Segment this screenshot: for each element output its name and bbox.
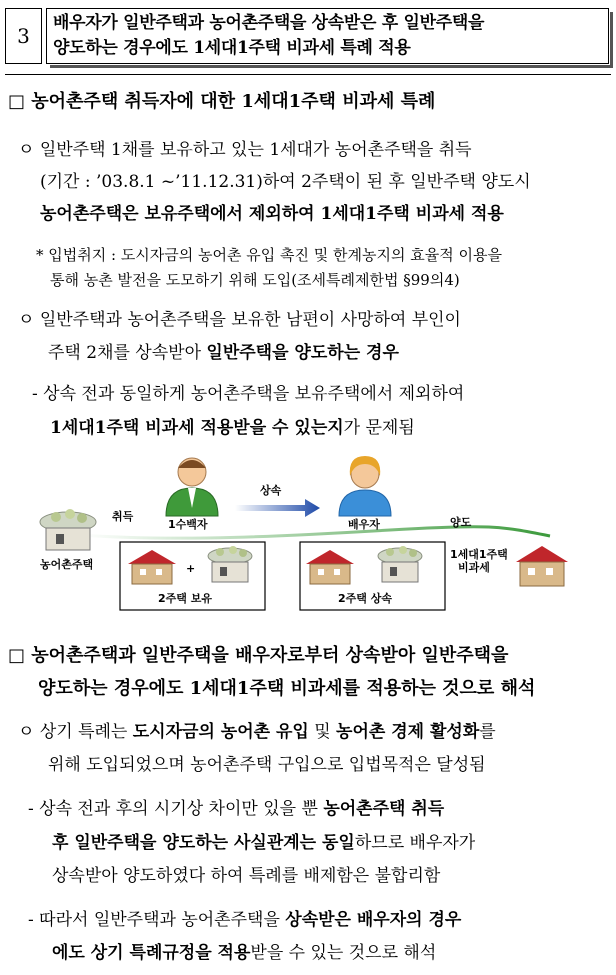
section1-dash1-line2-bold: 1세대1주택 비과세 적용받을 수 있는지 (50, 418, 344, 438)
s2d1-a: - 상속 전과 후의 시기상 차이만 있을 뿐 (28, 799, 324, 819)
section2-bullet1-line1 (18, 720, 496, 744)
section1-bullet2-line1: ㅇ 일반주택과 농어촌주택을 보유한 남편이 사망하여 부인이 (18, 310, 461, 330)
rural-house-label: 농어촌주택 (40, 558, 94, 571)
section1-bullet1-line1: ㅇ 일반주택 1채를 보유하고 있는 1세대가 농어촌주택을 취득 (18, 140, 472, 160)
house-icon-inherit-1 (306, 550, 354, 584)
spouse-label: 배우자 (348, 518, 380, 531)
section-number: 3 (17, 24, 30, 48)
s2d2-a: - 따라서 일반주택과 농어촌주택을 (28, 910, 286, 930)
section1-heading: □ 농어촌주택 취득자에 대한 1세대1주택 비과세 특례 (8, 91, 436, 112)
section-number-box (5, 8, 42, 64)
inherit-label: 상속 (260, 484, 282, 497)
inheritance-illustration (30, 450, 590, 620)
section2-heading-line2: 양도하는 경우에도 1세대1주택 비과세를 적용하는 것으로 해석 (38, 678, 536, 699)
inherit-two-label: 2주택 상속 (338, 592, 392, 605)
section2-heading-line1: □ 농어촌주택과 일반주택을 배우자로부터 상속받아 일반주택을 (8, 645, 509, 666)
section1-dash1-line1: - 상속 전과 동일하게 농어촌주택을 보유주택에서 제외하여 (32, 384, 465, 404)
section2-bullet1-line2: 위해 도입되었으며 농어촌주택 구입으로 입법목적은 달성됨 (48, 755, 486, 775)
spouse-person-icon (339, 456, 391, 516)
s2b1-a: ㅇ 상기 특례는 (18, 722, 133, 742)
section1-note-line2: 통해 농촌 발전을 도모하기 위해 도입(조세특례제한법 §99의4) (50, 271, 460, 289)
title-line-2: 양도하는 경우에도 1세대1주택 비과세 특례 적용 (53, 38, 411, 58)
inherit-arrow-icon (235, 499, 320, 517)
section1-dash1-line2 (50, 416, 415, 440)
exempt-label-line2: 비과세 (458, 561, 490, 574)
s2d1-b: 농어촌주택 취득 (323, 799, 445, 819)
house-icon-transferred (516, 546, 568, 586)
section2-dash1-line1 (28, 797, 444, 821)
flow-line (80, 527, 550, 539)
house-icon-own-1 (128, 550, 176, 584)
title-line-1: 배우자가 일반주택과 농어촌주택을 상속받은 후 일반주택을 (53, 13, 485, 33)
section1-note-line1: * 입법취지 : 도시자금의 농어촌 유입 촉진 및 한계농지의 효율적 이용을 (36, 246, 502, 264)
owner-label: 1수백자 (168, 518, 208, 531)
section1-bullet2-line2 (48, 341, 399, 365)
section1-bullet2-line2-plain: 주택 2채를 상속받아 (48, 343, 207, 363)
rural-house-icon-inherit (378, 546, 422, 582)
transfer-label: 양도 (450, 516, 472, 529)
title-box (46, 8, 609, 64)
exempt-label-line1: 1세대1주택 (450, 548, 508, 561)
s2d2-d: 받을 수 있는 것으로 해석 (250, 943, 437, 963)
section1-bullet2-line2-bold: 일반주택을 양도하는 경우 (206, 343, 399, 363)
section1-dash1-line2-plain: 가 문제됨 (343, 418, 415, 438)
acquire-label: 취득 (112, 510, 134, 523)
section2-dash2-line1 (28, 908, 461, 932)
plus-sign: + (186, 562, 196, 575)
section1-bullet1-line2: (기간 : ’03.8.1 ~’11.12.31)하여 2주택이 된 후 일반주택 양도시 (40, 172, 531, 192)
section2-dash2-line2 (52, 941, 436, 965)
rural-house-icon-own (208, 546, 252, 582)
section2-dash1-line3: 상속받아 양도하였다 하여 특례를 배제함은 불합리함 (52, 866, 441, 886)
s2d2-c: 에도 상기 특례규정을 적용 (52, 943, 251, 963)
s2b1-d: 농어촌 경제 활성화 (336, 722, 480, 742)
s2b1-e: 를 (479, 722, 496, 742)
s2d1-d: 하므로 배우자가 (354, 833, 476, 853)
header-divider (5, 74, 611, 75)
owner-person-icon (166, 458, 218, 516)
section1-bullet1-line3: 농어촌주택은 보유주택에서 제외하여 1세대1주택 비과세 적용 (40, 204, 504, 224)
s2d1-c: 후 일반주택을 양도하는 사실관계는 동일 (52, 833, 355, 853)
rural-house-icon-left (40, 509, 96, 550)
s2d2-b: 상속받은 배우자의 경우 (285, 910, 462, 930)
own-two-label: 2주택 보유 (158, 592, 212, 605)
s2b1-b: 도시자금의 농어촌 유입 (132, 722, 309, 742)
section2-dash1-line2 (52, 831, 475, 855)
s2b1-c: 및 (308, 722, 337, 742)
